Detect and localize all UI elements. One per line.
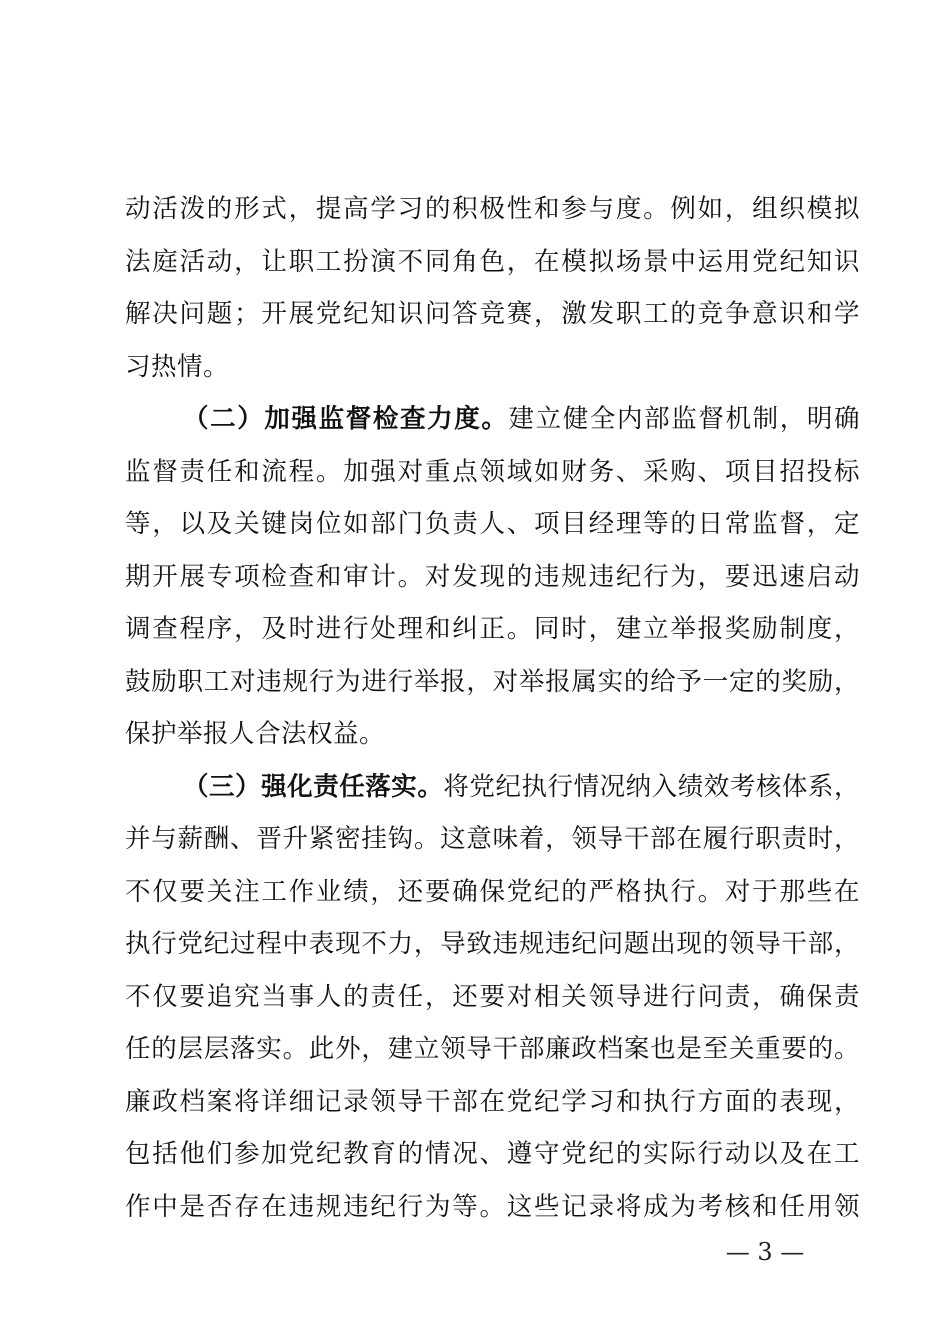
text-fragment: 将党纪执行情况纳入绩效考核体系， xyxy=(443,771,860,802)
section-heading: （二）加强监督检查力度。 xyxy=(183,404,509,434)
text-line: 作中是否存在违规违纪行为等。这些记录将成为考核和任用领 xyxy=(125,1191,860,1222)
page-number: — 3 — xyxy=(725,1238,805,1266)
paragraph-first-line xyxy=(125,761,860,814)
text-line: 动活泼的形式，提高学习的积极性和参与度。例如，组织模拟 xyxy=(125,194,860,224)
text-line: 解决问题；开展党纪知识问答竞赛，激发职工的竞争意识和学 xyxy=(125,299,860,329)
text-line: 廉政档案将详细记录领导干部在党纪学习和执行方面的表现， xyxy=(125,1086,860,1117)
text-line: 等，以及关键岗位如部门负责人、项目经理等的日常监督，定 xyxy=(125,509,860,539)
text-line: 期开展专项检查和审计。对发现的违规违纪行为，要迅速启动 xyxy=(125,561,860,592)
text-line: 包括他们参加党纪教育的情况、遵守党纪的实际行动以及在工 xyxy=(125,1139,860,1169)
text-line: 不仅要追究当事人的责任，还要对相关领导进行问责，确保责 xyxy=(125,981,860,1012)
text-fragment: 建立健全内部监督机制，明确 xyxy=(508,404,860,434)
paragraph-first-line xyxy=(125,393,860,446)
text-line: 监督责任和流程。加强对重点领域如财务、采购、项目招投标 xyxy=(125,456,860,487)
text-line: 不仅要关注工作业绩，还要确保党纪的严格执行。对于那些在 xyxy=(125,876,860,907)
text-line: 任的层层落实。此外，建立领导干部廉政档案也是至关重要的。 xyxy=(125,1034,860,1064)
text-line: 执行党纪过程中表现不力，导致违规违纪问题出现的领导干部， xyxy=(125,929,860,959)
text-line: 保护举报人合法权益。 xyxy=(125,719,386,749)
section-heading: （三）强化责任落实。 xyxy=(183,771,444,802)
body-text xyxy=(125,183,860,1233)
text-line: 法庭活动，让职工扮演不同角色，在模拟场景中运用党纪知识 xyxy=(125,246,860,277)
text-line: 习热情。 xyxy=(125,351,230,382)
text-line: 调查程序，及时进行处理和纠正。同时，建立举报奖励制度， xyxy=(125,614,860,644)
text-line: 鼓励职工对违规行为进行举报，对举报属实的给予一定的奖励， xyxy=(125,666,860,697)
text-line: 并与薪酬、晋升紧密挂钩。这意味着，领导干部在履行职责时， xyxy=(125,824,860,854)
